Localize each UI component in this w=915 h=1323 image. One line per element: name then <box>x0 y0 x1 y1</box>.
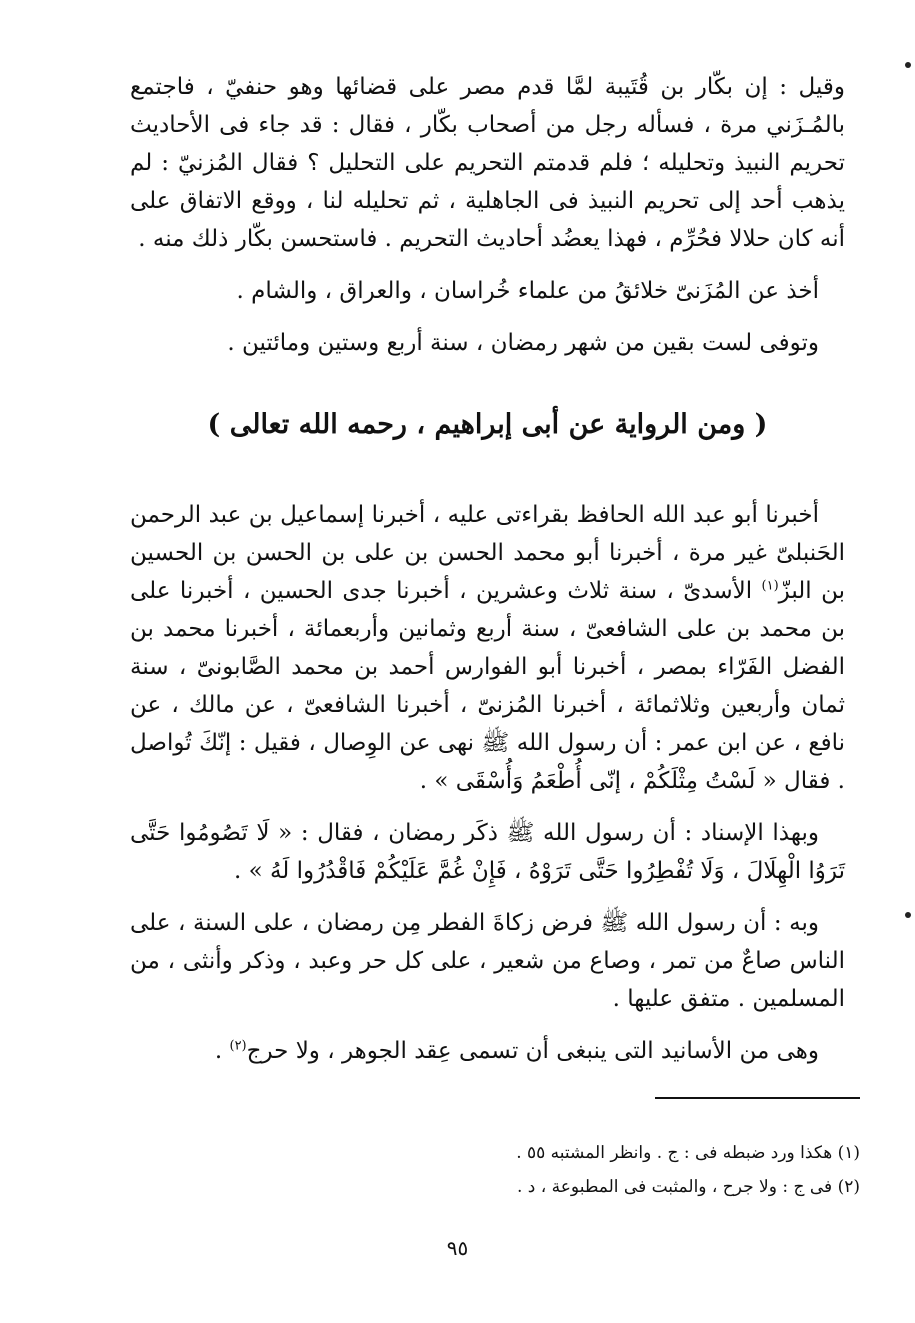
paragraph-death: وتوفى لست بقين من شهر رمضان ، سنة أربع وستين ومائتين . <box>227 330 819 356</box>
paragraph-ramadan-hadith: وبهذا الإسناد : أن رسول الله ﷺ ذكَر رمضان ، فقال : « لَا تَصُومُوا حَتَّى تَرَوُا الْهِلَالَ ، وَلَا تُفْطِرُوا حَتَّى تَرَوْهُ ، فَإِنْ غُمَّ عَلَيْكُمْ فَاقْدُرُوا لَهُ » . <box>130 820 845 884</box>
paragraph-students: أخذ عن المُزَنىّ خلائقُ من علماء خُراسان ، والعراق ، والشام . <box>236 278 819 304</box>
margin-mark-top <box>905 62 911 68</box>
paragraph-closing <box>130 1032 845 1070</box>
footnote-ref-1: (١) <box>761 578 779 594</box>
closing-text: وهى من الأسانيد التى ينبغى أن تسمى عِقد الجوهر ، ولا حرج <box>246 1038 819 1064</box>
paragraph-bakkar-story: وقيل : إن بكّار بن قُتَيبة لمَّا قدم مصر على قضائها وهو حنفيّ ، فاجتمع بالمُـزَني مرة ، فسأله رجل من أصحاب بكّار ، فقال : قد جاء فى الأحاديث تحريم النبيذ وتحليله ؛ فلم قدمتم التحريم على التحليل ؟ فقال المُزنيّ : لم يذهب أحد إلى تحريم النبيذ فى الجاهلية ، ثم تحليله لنا ، ووقع الاتفاق على أنه كان حلالا فحُرِّم ، فهذا يعضُد أحاديث التحريم . فاستحسن بكّار ذلك منه . <box>130 74 845 252</box>
page-body <box>130 68 845 1070</box>
margin-mark-middle <box>905 912 911 918</box>
footnote-2: (٢) فى ج : ولا جرح ، والمثبت فى المطبوعة ، د . <box>516 1177 860 1197</box>
footnote-divider <box>655 1097 860 1099</box>
page-number: ٩٥ <box>446 1236 469 1260</box>
footnotes <box>260 1136 860 1204</box>
isnad-text-rest: الأسدىّ ، سنة ثلاث وعشرين ، أخبرنا جدى الحسين ، أخبرنا على بن محمد بن على الشافعىّ ، سنة أربع وثمانين وأربعمائة ، أخبرنا محمد بن الفضل الفَرّاء بمصر ، أخبرنا أبو الفوارس أحمد بن محمد الصَّابونىّ ، سنة ثمان وأربعين وثلاثمائة ، أخبرنا المُزنىّ ، أخبرنا الشافعىّ ، عن مالك ، عن نافع ، عن ابن عمر : أن رسول الله ﷺ نهى عن الوِصال ، فقيل : إنّكَ تُواصل . فقال « لَسْتُ مِثْلَكُمْ ، إنّى أُطْعَمُ وَأُسْقَى » . <box>130 578 845 794</box>
paragraph-zakat-hadith: وبه : أن رسول الله ﷺ فرض زكاةَ الفطر مِن رمضان ، على السنة ، على الناس صاعٌ من تمر ، وصاع من شعير ، على كل حر وعبد ، وذكر وأنثى ، من المسلمين . متفق عليها . <box>130 910 845 1012</box>
closing-period: . <box>214 1038 230 1064</box>
paragraph-isnad <box>130 496 845 800</box>
footnote-1: (١) هكذا ورد ضبطه فى : ج . وانظر المشتبه ٥٥ . <box>516 1143 860 1163</box>
section-heading: ( ومن الرواية عن أبى إبراهيم ، رحمه الله تعالى ) <box>207 409 768 440</box>
footnote-ref-2: (٢) <box>229 1038 247 1054</box>
isnad-text-start: أخبرنا أبو عبد الله الحافظ بقراءتى عليه ، أخبرنا إسماعيل بن عبد الرحمن الحَنبلىّ غير مرة ، أخبرنا أبو محمد الحسن بن على بن الحسن بن الحسين بن البزّ <box>130 502 846 604</box>
